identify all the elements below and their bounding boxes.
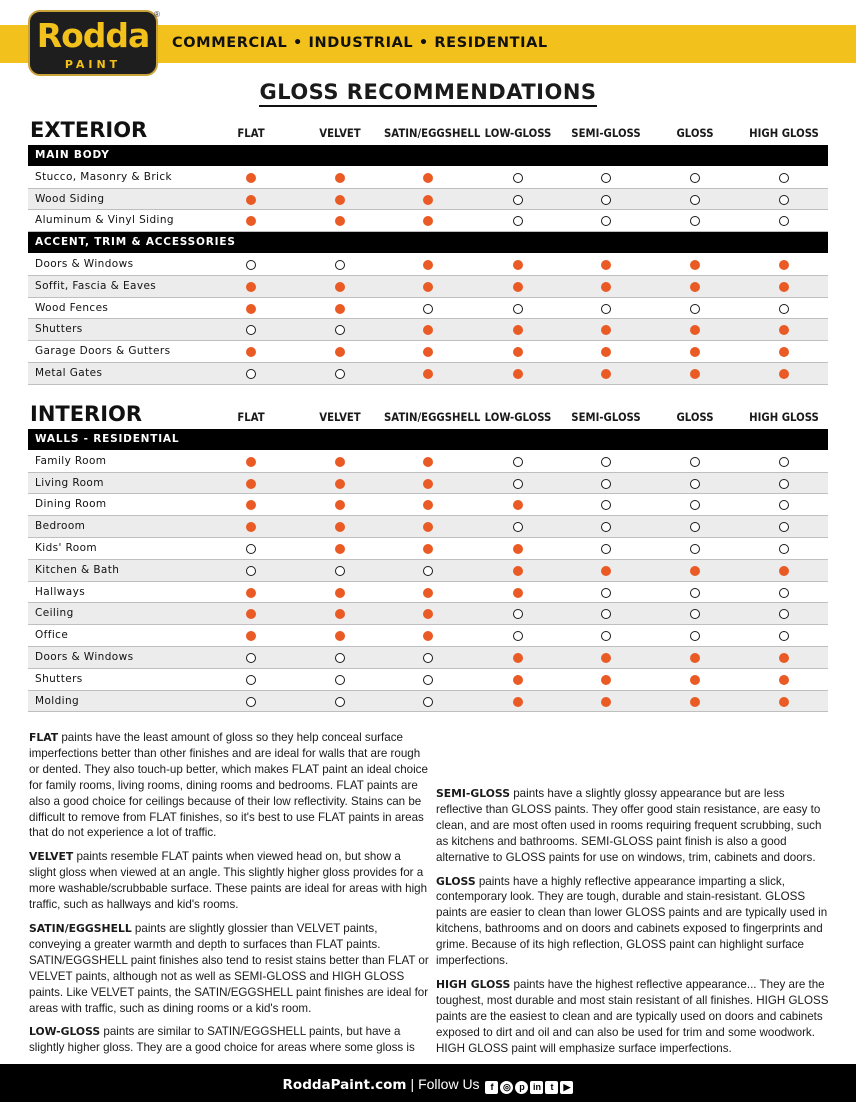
recommended-dot [690,369,700,379]
recommended-dot [335,195,345,205]
row-label: Kitchen & Bath [35,563,120,576]
recommended-dot [335,173,345,183]
recommended-dot [246,631,256,641]
desc-high-gloss: HIGH GLOSS paints have the highest reflective appearance... They are the toughest, most durable and most stain resistant of all finishes. HIGH GLOSS paints are the easiest to clean and are typically used on doors and cabinets exposed to dirt and oil and can also be used for trim and some woodwork. HIGH GLOSS paint will emphasize surface imperfections. [436,977,829,1055]
desc-velvet: VELVET paints resemble FLAT paints when viewed head on, but show a slight gloss when viewed at an angle. This slightly higher gloss provides for a more washable/scrubbable surface. These paints are ideal for areas with high traffic, such as hallways and kid's rooms. [29,850,428,912]
not-recommended-circle [601,500,611,510]
not-recommended-circle [601,609,611,619]
desc-satin-eggshell: SATIN/EGGSHELL paints are slightly glossier than VELVET paints, conveying a greater warmth and depth to surfaces than FLAT paints. SATIN/EGGSHELL paint finishes also tend to resist stains better than FLAT or VELVET paints, although not as well as SEMI-GLOSS and HIGH GLOSS paints. Like VELVET paints, the SATIN/EGGSHELL paint finishes are ideal for areas with traffic, such as dining rooms or a kid's room. [29,921,429,1015]
recommended-dot [423,631,433,641]
recommended-dot [601,347,611,357]
table-row [28,319,828,341]
logo-subtitle: PAINT [64,58,122,71]
recommended-dot [690,653,700,663]
recommended-dot [513,260,523,270]
not-recommended-circle [513,522,523,532]
not-recommended-circle [423,697,433,707]
row-label: Wood Fences [35,301,109,314]
not-recommended-circle [246,697,256,707]
recommended-dot [246,479,256,489]
rodda-paint-logo[interactable] [28,10,158,76]
recommended-dot [335,631,345,641]
section-header-exterior [28,118,828,142]
column-header: VELVET [319,126,361,140]
table-row [28,189,828,211]
not-recommended-circle [513,457,523,467]
table-row [28,516,828,538]
not-recommended-circle [690,500,700,510]
table-row [28,167,828,189]
recommended-dot [335,609,345,619]
table-row [28,451,828,473]
recommended-dot [513,325,523,335]
website-link[interactable]: RoddaPaint.com [282,1077,407,1093]
column-header: SEMI-GLOSS [571,410,641,424]
not-recommended-circle [423,675,433,685]
recommended-dot [779,260,789,270]
not-recommended-circle [779,479,789,489]
recommended-dot [779,369,789,379]
recommended-dot [601,260,611,270]
follow-us-label: Follow Us [418,1076,480,1092]
table-row [28,538,828,560]
recommended-dot [246,173,256,183]
row-label: Office [35,629,69,642]
not-recommended-circle [690,479,700,489]
recommended-dot [246,282,256,292]
logo-wordmark: Rodda [36,16,150,55]
page-title: GLOSS RECOMMENDATIONS [0,80,856,104]
footer-bar [0,1064,856,1102]
recommended-dot [690,260,700,270]
recommended-dot [779,566,789,576]
not-recommended-circle [690,457,700,467]
section-title: INTERIOR [30,402,143,426]
table-row [28,669,828,691]
not-recommended-circle [335,325,345,335]
recommended-dot [246,522,256,532]
row-label: Wood Siding [35,192,105,205]
tagline: COMMERCIAL • INDUSTRIAL • RESIDENTIAL [172,35,548,51]
recommended-dot [423,325,433,335]
table-row [28,691,828,713]
row-label: Hallways [35,585,86,598]
not-recommended-circle [513,304,523,314]
column-header: SATIN/EGGSHELL [384,410,481,424]
not-recommended-circle [513,609,523,619]
recommended-dot [423,522,433,532]
recommended-dot [779,347,789,357]
column-header: SEMI-GLOSS [571,126,641,140]
recommended-dot [246,347,256,357]
not-recommended-circle [779,544,789,554]
not-recommended-circle [513,195,523,205]
recommended-dot [779,675,789,685]
recommended-dot [246,457,256,467]
facebook-icon[interactable]: f [485,1081,498,1094]
not-recommended-circle [779,216,789,226]
instagram-icon[interactable]: ◎ [500,1081,513,1094]
not-recommended-circle [779,522,789,532]
not-recommended-circle [779,195,789,205]
table-row [28,254,828,276]
not-recommended-circle [335,675,345,685]
not-recommended-circle [335,653,345,663]
recommended-dot [423,588,433,598]
not-recommended-circle [779,173,789,183]
recommended-dot [690,697,700,707]
recommended-dot [423,216,433,226]
desc-low-gloss: LOW-GLOSS paints are similar to SATIN/EGGSHELL paints, but have a slightly higher gloss. They are a good choice for areas where some gloss is [29,1025,415,1055]
not-recommended-circle [246,369,256,379]
group-header: MAIN BODY [28,145,828,166]
table-row [28,647,828,669]
recommended-dot [246,216,256,226]
not-recommended-circle [423,653,433,663]
row-label: Aluminum & Vinyl Siding [35,214,174,227]
recommended-dot [779,653,789,663]
not-recommended-circle [601,457,611,467]
recommended-dot [690,282,700,292]
row-label: Kids' Room [35,542,98,554]
recommended-dot [779,282,789,292]
recommended-dot [513,369,523,379]
recommended-dot [513,347,523,357]
section-title: EXTERIOR [30,118,148,142]
recommended-dot [513,675,523,685]
not-recommended-circle [690,522,700,532]
table-row [28,603,828,625]
not-recommended-circle [690,216,700,226]
column-header: HIGH GLOSS [749,410,819,424]
column-header: FLAT [237,126,265,140]
column-header: FLAT [237,410,265,424]
table-row [28,341,828,363]
table-row [28,210,828,232]
group-header: ACCENT, TRIM & ACCESSORIES [28,232,828,253]
table-row [28,363,828,385]
table-row [28,473,828,495]
column-header: SATIN/EGGSHELL [384,126,481,140]
recommended-dot [246,609,256,619]
not-recommended-circle [335,369,345,379]
recommended-dot [601,325,611,335]
recommended-dot [601,369,611,379]
recommended-dot [335,347,345,357]
recommended-dot [513,544,523,554]
row-label: Metal Gates [35,367,103,379]
row-label: Shutters [35,672,83,685]
not-recommended-circle [601,216,611,226]
recommended-dot [423,479,433,489]
group-header: WALLS - RESIDENTIAL [28,429,828,450]
recommended-dot [601,653,611,663]
not-recommended-circle [779,304,789,314]
section-header-interior [28,402,828,426]
not-recommended-circle [690,631,700,641]
desc-flat: FLAT paints have the least amount of gloss so they help conceal surface imperfections better than other finishes and are ideal for walls that are rough or dented. They also touch-up better, which makes FLAT paint an ideal choice for family rooms, living rooms, dining rooms and bedrooms. FLAT paints are also a good choice for ceilings because of their low reflectivity. Stains can be difficult to remove from FLAT finishes, so it's best to use FLAT paints in areas that do not experience a lot of traffic. [29,731,428,840]
column-header: GLOSS [676,410,714,424]
recommended-dot [779,325,789,335]
recommended-dot [335,522,345,532]
not-recommended-circle [246,544,256,554]
descriptions-left-column [29,730,429,1064]
row-label: Doors & Windows [35,258,134,270]
not-recommended-circle [513,631,523,641]
not-recommended-circle [601,304,611,314]
recommended-dot [690,566,700,576]
pinterest-icon[interactable]: p [515,1081,528,1094]
recommended-dot [513,588,523,598]
recommended-dot [335,479,345,489]
recommended-dot [423,500,433,510]
recommended-dot [423,282,433,292]
recommended-dot [690,347,700,357]
recommended-dot [423,173,433,183]
row-label: Living Room [35,476,104,489]
column-header: GLOSS [676,126,714,140]
recommended-dot [335,588,345,598]
not-recommended-circle [601,588,611,598]
table-row [28,298,828,320]
recommended-dot [513,282,523,292]
not-recommended-circle [690,588,700,598]
recommended-dot [423,369,433,379]
recommended-dot [690,675,700,685]
column-header: HIGH GLOSS [749,126,819,140]
recommended-dot [601,566,611,576]
not-recommended-circle [335,260,345,270]
not-recommended-circle [513,216,523,226]
not-recommended-circle [423,566,433,576]
row-label: Garage Doors & Gutters [35,345,171,358]
row-label: Shutters [35,323,83,336]
table-row [28,494,828,516]
row-label: Stucco, Masonry & Brick [35,170,173,183]
recommended-dot [423,609,433,619]
recommended-dot [246,304,256,314]
not-recommended-circle [779,457,789,467]
recommended-dot [423,544,433,554]
column-header: LOW-GLOSS [484,126,552,140]
recommended-dot [513,500,523,510]
row-label: Soffit, Fascia & Eaves [35,279,157,292]
recommended-dot [690,325,700,335]
not-recommended-circle [601,544,611,554]
recommended-dot [335,216,345,226]
not-recommended-circle [513,173,523,183]
column-header: VELVET [319,410,361,424]
recommended-dot [335,457,345,467]
recommended-dot [423,347,433,357]
not-recommended-circle [779,609,789,619]
not-recommended-circle [779,500,789,510]
table-row [28,582,828,604]
not-recommended-circle [246,260,256,270]
not-recommended-circle [513,479,523,489]
not-recommended-circle [601,631,611,641]
desc-gloss: GLOSS paints have a highly reflective appearance imparting a slick, contemporary look. They are tough, durable and stain-resistant. GLOSS paints are easier to clean than lower GLOSS paints and are typically used in kitchens, bathrooms and on doors and cabinets exposed to fingerprints and grime. Because of its high reflection, GLOSS paint can highlight surface imperfections. [436,874,828,968]
not-recommended-circle [690,609,700,619]
footer-separator: | [410,1076,415,1092]
not-recommended-circle [335,697,345,707]
row-label: Molding [35,694,80,707]
column-header: LOW-GLOSS [484,410,552,424]
recommended-dot [601,697,611,707]
recommended-dot [335,304,345,314]
recommended-dot [601,675,611,685]
not-recommended-circle [601,522,611,532]
row-label: Family Room [35,454,107,467]
youtube-icon[interactable]: ▶ [560,1081,573,1094]
not-recommended-circle [779,588,789,598]
recommended-dot [513,653,523,663]
recommended-dot [513,697,523,707]
row-label: Ceiling [35,607,74,620]
row-label: Doors & Windows [35,651,134,663]
not-recommended-circle [601,479,611,489]
not-recommended-circle [690,304,700,314]
recommended-dot [335,544,345,554]
recommended-dot [423,457,433,467]
descriptions-right-column [436,730,830,1065]
not-recommended-circle [246,653,256,663]
not-recommended-circle [335,566,345,576]
table-row [28,625,828,647]
not-recommended-circle [779,631,789,641]
recommended-dot [423,260,433,270]
table-row [28,560,828,582]
not-recommended-circle [423,304,433,314]
desc-semi-gloss: SEMI-GLOSS paints have a slightly glossy appearance but are less reflective than GLOSS paints. They offer good stain resistance, are easy to clean, and are most often used in rooms requiring frequent scrubbing, such as kitchens and bathrooms. SEMI-GLOSS paint finish is also a good alternative to GLOSS paints for use on windows, trim, cabinets and doors. [436,787,822,864]
not-recommended-circle [246,325,256,335]
not-recommended-circle [690,195,700,205]
not-recommended-circle [601,173,611,183]
recommended-dot [335,282,345,292]
not-recommended-circle [246,675,256,685]
linkedin-icon[interactable]: in [530,1081,543,1094]
recommended-dot [513,566,523,576]
recommended-dot [601,282,611,292]
recommended-dot [246,500,256,510]
registered-mark: ® [154,10,160,19]
not-recommended-circle [690,544,700,554]
recommended-dot [779,697,789,707]
recommended-dot [335,500,345,510]
recommended-dot [246,588,256,598]
desc-low-gloss-continued [436,730,830,778]
row-label: Bedroom [35,520,86,533]
recommended-dot [423,195,433,205]
recommended-dot [246,195,256,205]
twitter-icon[interactable]: t [545,1081,558,1094]
not-recommended-circle [601,195,611,205]
row-label: Dining Room [35,498,107,511]
table-row [28,276,828,298]
not-recommended-circle [246,566,256,576]
not-recommended-circle [690,173,700,183]
